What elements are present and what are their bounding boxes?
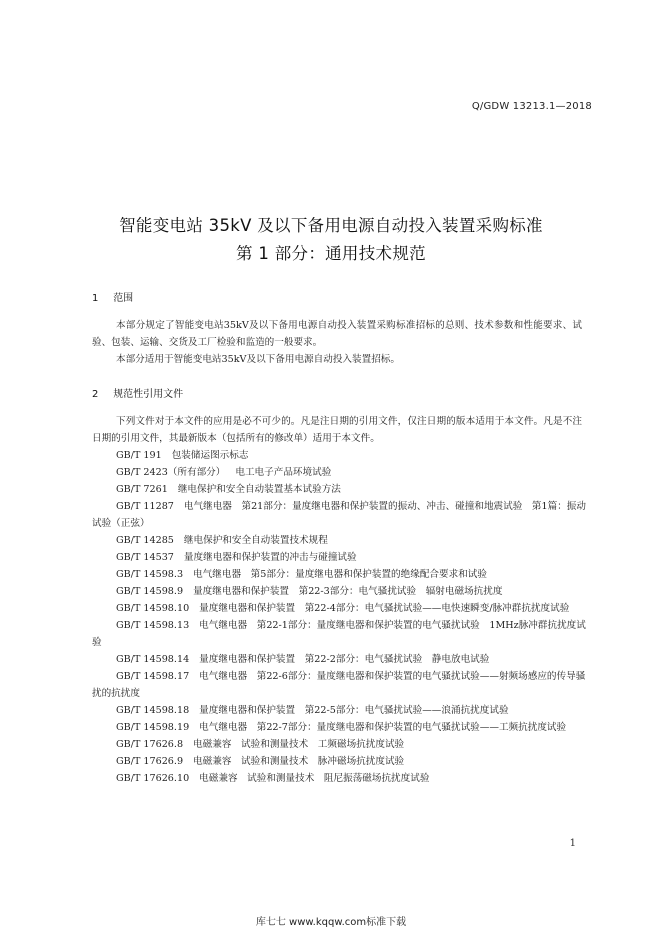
section-heading-scope bbox=[92, 289, 133, 304]
reference-code: GB/T 14598.13 bbox=[116, 620, 190, 631]
reference-item bbox=[92, 447, 592, 464]
section-number: 2 bbox=[92, 389, 99, 400]
reference-title: 电工电子产品环境试验 bbox=[235, 467, 332, 478]
reference-code: GB/T 14598.18 bbox=[116, 705, 190, 716]
references-intro: 下列文件对于本文件的应用是必不可少的。凡是注日期的引用文件，仅注日期的版本适用于本文件。凡是不注日期的引用文件，其最新版本（包括所有的修改单）适用于本文件。 bbox=[92, 416, 582, 444]
page-number: 1 bbox=[569, 838, 576, 849]
reference-title: 电气继电器 第21部分：量度继电器和保护装置的振动、冲击、碰撞和地震试验 第1篇：振动试验（正弦） bbox=[92, 501, 586, 529]
section-number: 1 bbox=[92, 293, 99, 304]
reference-code: GB/T 14598.19 bbox=[116, 722, 190, 733]
reference-code: GB/T 14598.3 bbox=[116, 569, 184, 580]
reference-code: GB/T 14537 bbox=[116, 552, 174, 563]
reference-code: GB/T 17626.10 bbox=[116, 773, 190, 784]
reference-code: GB/T 14285 bbox=[116, 535, 174, 546]
reference-item bbox=[92, 549, 592, 566]
reference-title: 量度继电器和保护装置 第22-5部分：电气骚扰试验——浪涌抗扰度试验 bbox=[199, 705, 509, 716]
reference-title: 继电保护和安全自动装置技术规程 bbox=[183, 535, 328, 546]
reference-list bbox=[92, 447, 592, 787]
reference-title: 电气继电器 第22-6部分：量度继电器和保护装置的电气骚扰试验——射频场感应的传导骚扰的抗扰度 bbox=[92, 671, 586, 699]
reference-item bbox=[92, 702, 592, 719]
reference-title: 量度继电器和保护装置 第22-2部分：电气骚扰试验 静电放电试验 bbox=[199, 654, 490, 665]
reference-title: 电磁兼容 试验和测量技术 工频磁场抗扰度试验 bbox=[193, 739, 405, 750]
reference-item bbox=[92, 532, 592, 549]
section-heading-normative-references bbox=[92, 385, 183, 400]
reference-code: GB/T 17626.9 bbox=[116, 756, 184, 767]
reference-title: 包装储运图示标志 bbox=[171, 450, 249, 461]
reference-item bbox=[92, 464, 592, 481]
reference-code: GB/T 2423（所有部分） bbox=[116, 467, 226, 478]
reference-item bbox=[92, 753, 592, 770]
reference-code: GB/T 7261 bbox=[116, 484, 168, 495]
reference-title: 量度继电器和保护装置 第22-3部分：电气骚扰试验 辐射电磁场抗扰度 bbox=[193, 586, 503, 597]
reference-title: 电磁兼容 试验和测量技术 脉冲磁场抗扰度试验 bbox=[193, 756, 405, 767]
reference-title: 量度继电器和保护装置的冲击与碰撞试验 bbox=[183, 552, 357, 563]
reference-code: GB/T 14598.10 bbox=[116, 603, 190, 614]
reference-item bbox=[92, 651, 592, 668]
section-title: 规范性引用文件 bbox=[113, 389, 184, 400]
reference-item bbox=[92, 617, 592, 651]
reference-code: GB/T 17626.8 bbox=[116, 739, 184, 750]
reference-title: 电气继电器 第22-7部分：量度继电器和保护装置的电气骚扰试验——工频抗扰度试验 bbox=[199, 722, 567, 733]
reference-item bbox=[92, 770, 592, 787]
document-subtitle: 第 1 部分：通用技术规范 bbox=[236, 244, 426, 263]
document-title: 智能变电站 35kV 及以下备用电源自动投入装置采购标准 bbox=[119, 216, 543, 235]
section-title: 范围 bbox=[113, 293, 134, 304]
scope-paragraph: 本部分规定了智能变电站35kV及以下备用电源自动投入装置采购标准招标的总则、技术参数和性能要求、试验、包装、运输、交货及工厂检验和监造的一般要求。 bbox=[92, 320, 582, 348]
reference-item bbox=[92, 668, 592, 702]
reference-item bbox=[92, 498, 592, 532]
reference-title: 电气继电器 第5部分：量度继电器和保护装置的绝缘配合要求和试验 bbox=[193, 569, 487, 580]
reference-title: 电磁兼容 试验和测量技术 阻尼振荡磁场抗扰度试验 bbox=[199, 773, 430, 784]
reference-code: GB/T 14598.17 bbox=[116, 671, 190, 682]
reference-title: 量度继电器和保护装置 第22-4部分：电气骚扰试验——电快速瞬变/脉冲群抗扰度试验 bbox=[199, 603, 570, 614]
reference-title: 继电保护和安全自动装置基本试验方法 bbox=[177, 484, 341, 495]
reference-code: GB/T 14598.9 bbox=[116, 586, 184, 597]
reference-code: GB/T 191 bbox=[116, 450, 162, 461]
scope-paragraph: 本部分适用于智能变电站35kV及以下备用电源自动投入装置招标。 bbox=[116, 354, 400, 365]
reference-item bbox=[92, 583, 592, 600]
footer-watermark: 库七七 www.kqqw.com标准下载 bbox=[255, 917, 407, 928]
reference-item bbox=[92, 566, 592, 583]
reference-code: GB/T 14598.14 bbox=[116, 654, 190, 665]
reference-item bbox=[92, 736, 592, 753]
reference-item bbox=[92, 600, 592, 617]
reference-title: 电气继电器 第22-1部分：量度继电器和保护装置的电气骚扰试验 1MHz脉冲群抗扰度试验 bbox=[92, 620, 586, 648]
reference-item bbox=[92, 719, 592, 736]
reference-code: GB/T 11287 bbox=[116, 501, 174, 512]
reference-item bbox=[92, 481, 592, 498]
standard-code: Q/GDW 13213.1—2018 bbox=[471, 101, 592, 112]
